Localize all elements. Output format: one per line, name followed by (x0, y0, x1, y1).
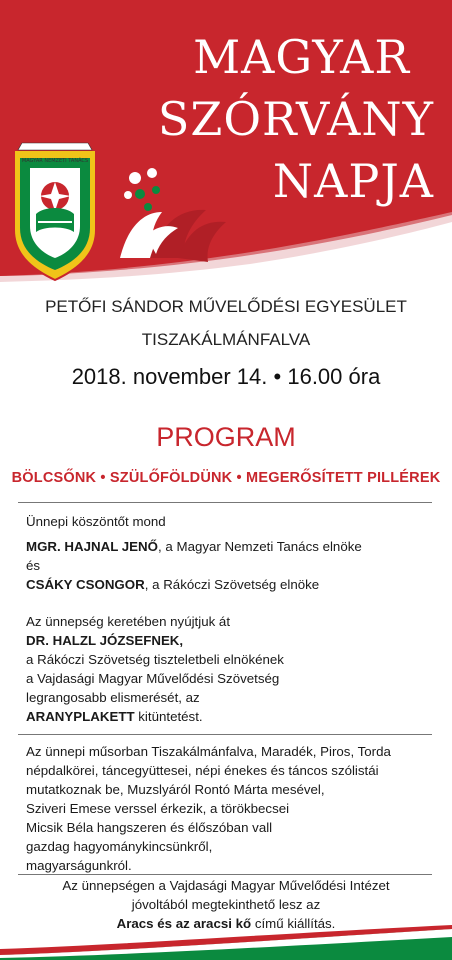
crest-caption: MAGYAR NEMZETI TANÁCS (21, 158, 89, 164)
performance-line: Az ünnepi műsorban Tiszakálmánfalva, Maradék, Piros, Torda (26, 744, 391, 759)
performance-line: Sziveri Emese verssel érkezik, a törökbecsei (26, 801, 290, 816)
exhibition-title: Aracs és az aracsi kő (116, 916, 252, 931)
footer-tricolor (0, 925, 452, 960)
award-line-3: legrangosabb elismerését, az (26, 690, 200, 705)
program-heading: PROGRAM (156, 422, 296, 452)
award-intro: Az ünnepség keretében nyújtjuk át (26, 614, 231, 629)
award-line-2: a Vajdasági Magyar Művelődési Szövetség (26, 671, 280, 686)
speaker2-name: CSÁKY CSONGOR (26, 577, 145, 592)
event-time: 16.00 óra (287, 364, 381, 389)
speaker1-role: , a Magyar Nemzeti Tanács elnöke (158, 539, 362, 554)
award-line-1: a Rákóczi Szövetség tiszteletbeli elnökének (26, 652, 284, 667)
header-banner (0, 0, 452, 290)
speaker2-role: , a Rákóczi Szövetség elnöke (144, 577, 320, 592)
performance-line: magyarságunkról. (26, 858, 132, 873)
event-date: 2018. november 14. (71, 364, 268, 389)
organizer-name: PETŐFI SÁNDOR MŰVELŐDÉSI EGYESÜLET (45, 297, 407, 316)
divider (18, 874, 432, 875)
exhibition-suffix: című kiállítás. (251, 916, 336, 931)
exhibition-line-2: jóvoltából megtekinthető lesz az (131, 897, 321, 912)
divider (18, 734, 432, 735)
and-text: és (26, 558, 41, 573)
title-line-3: NAPJA (272, 154, 434, 208)
performance-line: gazdag hagyománykincsünkről, (26, 839, 213, 854)
bullet-separator: • (273, 364, 282, 389)
performance-line: Micsik Béla hangszeren és élőszóban vall (26, 820, 273, 835)
award-section (26, 612, 436, 726)
divider (18, 502, 432, 503)
performance-section (26, 742, 436, 875)
title-line-2: SZÓRVÁNY (157, 92, 434, 146)
event-datetime (0, 364, 452, 390)
performance-line: népdalkörei, táncegyüttesei, népi énekes és táncos szólistái (26, 763, 379, 778)
title-line-1: MAGYAR (193, 30, 410, 84)
greeting-section (26, 512, 436, 594)
organizer-place: TISZAKÁLMÁNFALVA (141, 330, 311, 349)
tricolor-wave-icon (0, 925, 452, 960)
program-themes: BÖLCSŐNK • SZÜLŐFÖLDÜNK • MEGERŐSÍTETT PILLÉREK (11, 470, 441, 486)
performance-line: mutatkoznak be, Muzslyáról Rontó Márta mesével, (26, 782, 325, 797)
award-recipient: DR. HALZL JÓZSEFNEK, (26, 633, 184, 648)
award-suffix: kitüntetést. (134, 709, 203, 724)
greeting-intro: Ünnepi köszöntőt mond (26, 514, 166, 529)
speaker1-name: MGR. HAJNAL JENŐ (26, 539, 159, 554)
exhibition-line-1: Az ünnepségen a Vajdasági Magyar Művelődési Intézet (62, 878, 390, 893)
award-name: ARANYPLAKETT (26, 709, 135, 724)
